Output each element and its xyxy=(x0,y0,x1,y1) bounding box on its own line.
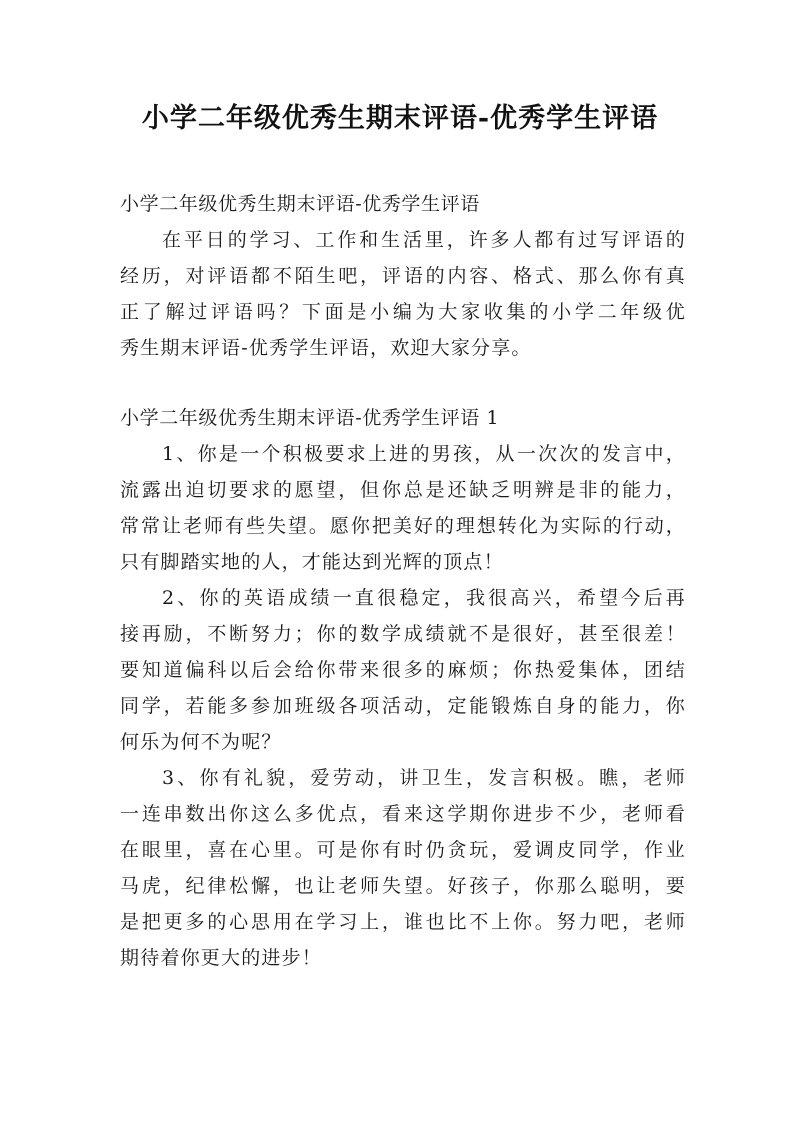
intro-line: 经历，对评语都不陌生吧，评语的内容、格式、那么你有真 xyxy=(120,265,686,287)
comment-2-line: 同学，若能多参加班级各项活动，定能锻炼自身的能力，你 xyxy=(120,695,686,717)
comment-2-line: 何乐为何不为呢？ xyxy=(120,731,282,753)
comment-3-line: 在眼里，喜在心里。可是你有时仍贪玩，爱调皮同学，作业 xyxy=(120,839,686,861)
section-spacer xyxy=(120,366,686,400)
section-heading: 小学二年级优秀生期末评语-优秀学生评语 1 xyxy=(120,407,500,429)
comment-1-line: 1、你是一个积极要求上进的男孩，从一次次的发言中， xyxy=(162,443,686,465)
document-title: 小学二年级优秀生期末评语-优秀学生评语 xyxy=(141,103,659,134)
intro-line: 正了解过评语吗？下面是小编为大家收集的小学二年级优 xyxy=(120,301,686,323)
intro-line: 秀生期末评语-优秀学生评语，欢迎大家分享。 xyxy=(120,337,532,359)
comment-3-line: 是把更多的心思用在学习上，谁也比不上你。努力吧，老师 xyxy=(120,911,686,933)
comment-2-line: 2、你的英语成绩一直很稳定，我很高兴，希望今后再 xyxy=(162,587,686,609)
comment-1-line: 常常让老师有些失望。愿你把美好的理想转化为实际的行动， xyxy=(120,515,686,537)
comment-1-line: 流露出迫切要求的愿望，但你总是还缺乏明辨是非的能力， xyxy=(120,479,686,501)
comment-3-line: 期待着你更大的进步！ xyxy=(120,947,323,969)
comment-3-line: 一连串数出你这么多优点，看来这学期你进步不少，老师看 xyxy=(120,803,686,825)
comment-1-line: 只有脚踏实地的人，才能达到光辉的顶点！ xyxy=(120,551,504,573)
comment-3-line: 3、你有礼貌，爱劳动，讲卫生，发言积极。瞧，老师 xyxy=(162,767,686,789)
comment-3-line: 马虎，纪律松懈，也让老师失望。好孩子，你那么聪明，要 xyxy=(120,875,686,897)
intro-heading: 小学二年级优秀生期末评语-优秀学生评语 xyxy=(120,193,480,215)
document-body xyxy=(120,186,686,976)
comment-2-line: 接再励，不断努力；你的数学成绩就不是很好，甚至很差！ xyxy=(120,623,686,645)
intro-line: 在平日的学习、工作和生活里，许多人都有过写评语的 xyxy=(162,229,686,251)
comment-2-line: 要知道偏科以后会给你带来很多的麻烦；你热爱集体，团结 xyxy=(120,659,686,681)
